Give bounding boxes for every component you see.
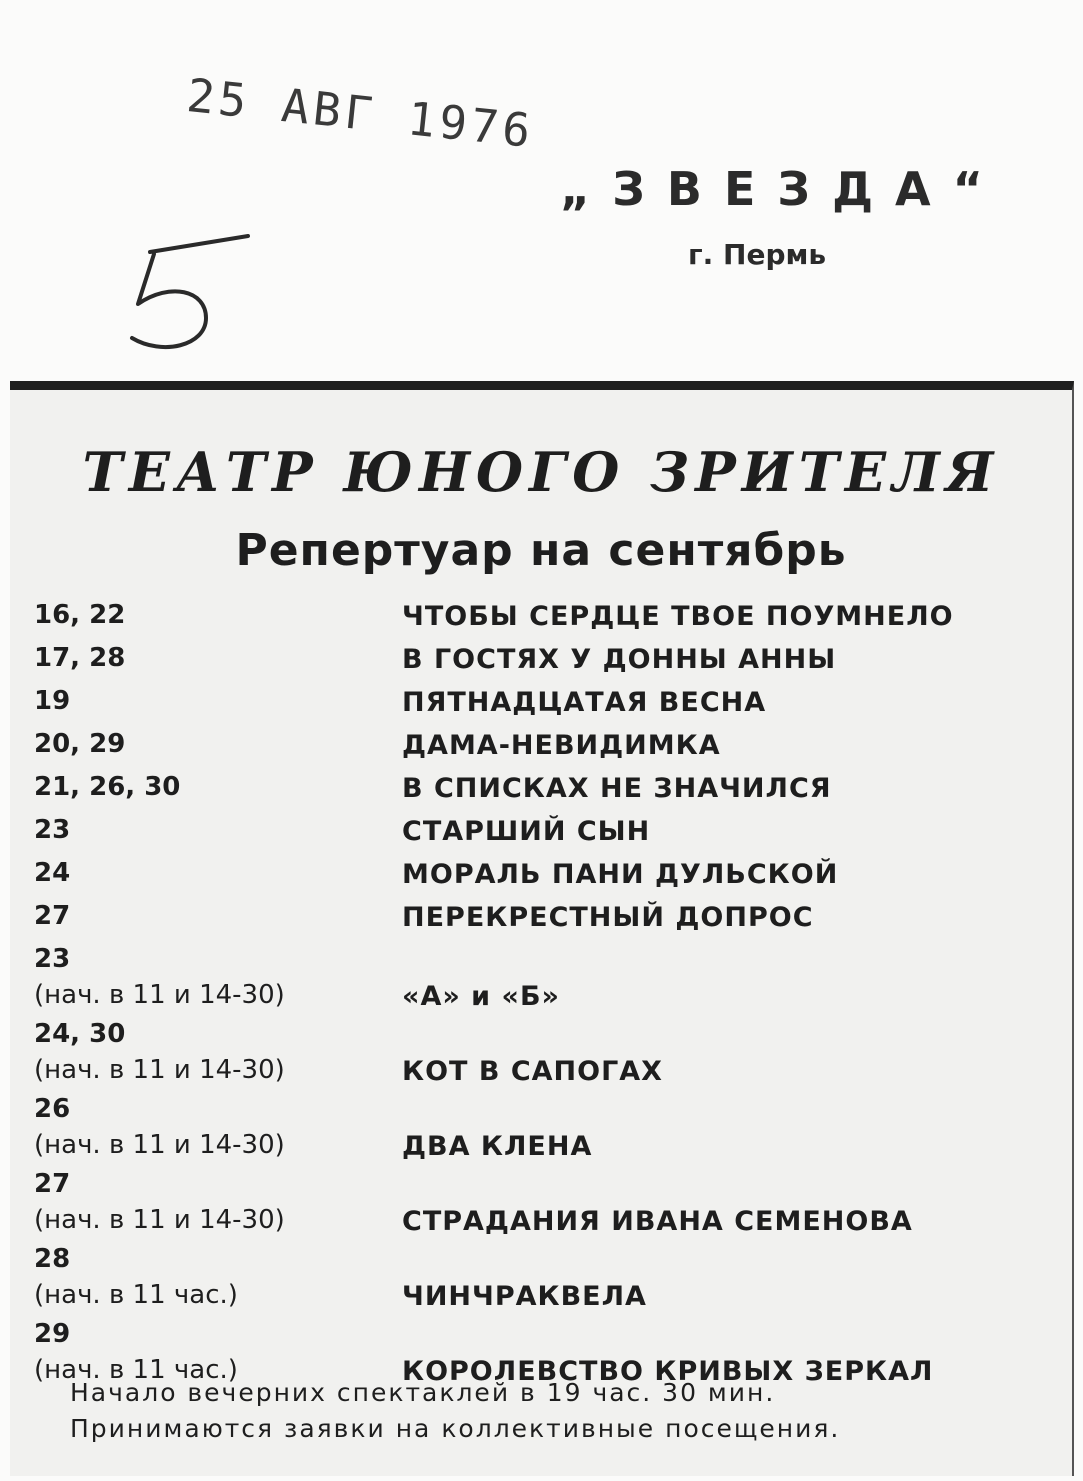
schedule-row	[34, 813, 1064, 856]
schedule-row	[34, 1242, 1064, 1317]
play-title: ЧТОБЫ СЕРДЦЕ ТВОЕ ПОУМНЕЛО	[402, 601, 954, 632]
date-stamp: 25 АВГ 1976	[184, 68, 537, 159]
footer-notes	[70, 1375, 840, 1447]
schedule-row	[34, 598, 1064, 641]
dates-text: 29	[34, 1319, 71, 1349]
performance-dates	[34, 770, 180, 804]
play-title: КОТ В САПОГАХ	[402, 1056, 663, 1087]
performance-dates	[34, 942, 285, 1014]
play-title: ЧИНЧРАКВЕЛА	[402, 1281, 647, 1312]
performance-dates	[34, 899, 70, 933]
schedule-row	[34, 856, 1064, 899]
newspaper-city: г. Пермь	[688, 238, 827, 271]
performance-dates	[34, 1017, 285, 1089]
performance-dates	[34, 641, 125, 675]
performance-dates	[34, 684, 70, 718]
newspaper-clipping	[10, 381, 1074, 1476]
schedule-list	[34, 598, 1064, 1392]
play-title: ПЯТНАДЦАТАЯ ВЕСНА	[402, 687, 767, 718]
start-time-note: (нач. в 11 час.)	[34, 1280, 238, 1310]
play-title: «А» и «Б»	[402, 981, 560, 1012]
performance-dates	[34, 598, 125, 632]
dates-text: 26	[34, 1094, 71, 1124]
schedule-row	[34, 641, 1064, 684]
performance-dates	[34, 727, 125, 761]
start-time-note: (нач. в 11 и 14-30)	[34, 1205, 285, 1235]
schedule-row	[34, 1167, 1064, 1242]
schedule-row	[34, 770, 1064, 813]
dates-text: 17, 28	[34, 643, 126, 673]
play-title: ПЕРЕКРЕСТНЫЙ ДОПРОС	[402, 902, 814, 933]
handwritten-number-5	[110, 230, 270, 360]
footer-evening-start: Начало вечерних спектаклей в 19 час. 30 мин.	[70, 1378, 776, 1407]
play-title: ДВА КЛЕНА	[402, 1131, 593, 1162]
performance-dates	[34, 1092, 285, 1164]
performance-dates	[34, 856, 70, 890]
newspaper-name: „ЗВЕЗДА“	[560, 162, 1005, 216]
footer-group-requests: Принимаются заявки на коллективные посещения.	[70, 1414, 841, 1443]
schedule-row	[34, 1017, 1064, 1092]
play-title: КОРОЛЕВСТВО КРИВЫХ ЗЕРКАЛ	[402, 1356, 934, 1387]
schedule-row	[34, 727, 1064, 770]
play-title: В ГОСТЯХ У ДОННЫ АННЫ	[402, 644, 837, 675]
dates-text: 16, 22	[34, 600, 126, 630]
repertoire-subtitle: Репертуар на сентябрь	[235, 525, 847, 576]
play-title: МОРАЛЬ ПАНИ ДУЛЬСКОЙ	[402, 859, 839, 890]
dates-text: 24, 30	[34, 1019, 126, 1049]
dates-text: 21, 26, 30	[34, 772, 181, 802]
dates-text: 27	[34, 1169, 71, 1199]
theatre-title: ТЕАТР ЮНОГО ЗРИТЕЛЯ	[82, 440, 1000, 504]
performance-dates	[34, 1242, 238, 1314]
start-time-note: (нач. в 11 и 14-30)	[34, 1055, 285, 1085]
dates-text: 19	[34, 686, 71, 716]
performance-dates	[34, 813, 70, 847]
start-time-note: (нач. в 11 и 14-30)	[34, 980, 285, 1010]
play-title: ДАМА-НЕВИДИМКА	[402, 730, 721, 761]
dates-text: 20, 29	[34, 729, 126, 759]
schedule-row	[34, 899, 1064, 942]
start-time-note: (нач. в 11 и 14-30)	[34, 1130, 285, 1160]
dates-text: 24	[34, 858, 71, 888]
dates-text: 23	[34, 944, 71, 974]
start-time-note: (нач. в 11 час.)	[34, 1355, 238, 1385]
dates-text: 28	[34, 1244, 71, 1274]
play-title: В СПИСКАХ НЕ ЗНАЧИЛСЯ	[402, 773, 832, 804]
play-title: СТРАДАНИЯ ИВАНА СЕМЕНОВА	[402, 1206, 913, 1237]
performance-dates	[34, 1167, 285, 1239]
schedule-row	[34, 942, 1064, 1017]
schedule-row	[34, 1092, 1064, 1167]
play-title: СТАРШИЙ СЫН	[402, 816, 651, 847]
dates-text: 23	[34, 815, 71, 845]
schedule-row	[34, 684, 1064, 727]
dates-text: 27	[34, 901, 71, 931]
